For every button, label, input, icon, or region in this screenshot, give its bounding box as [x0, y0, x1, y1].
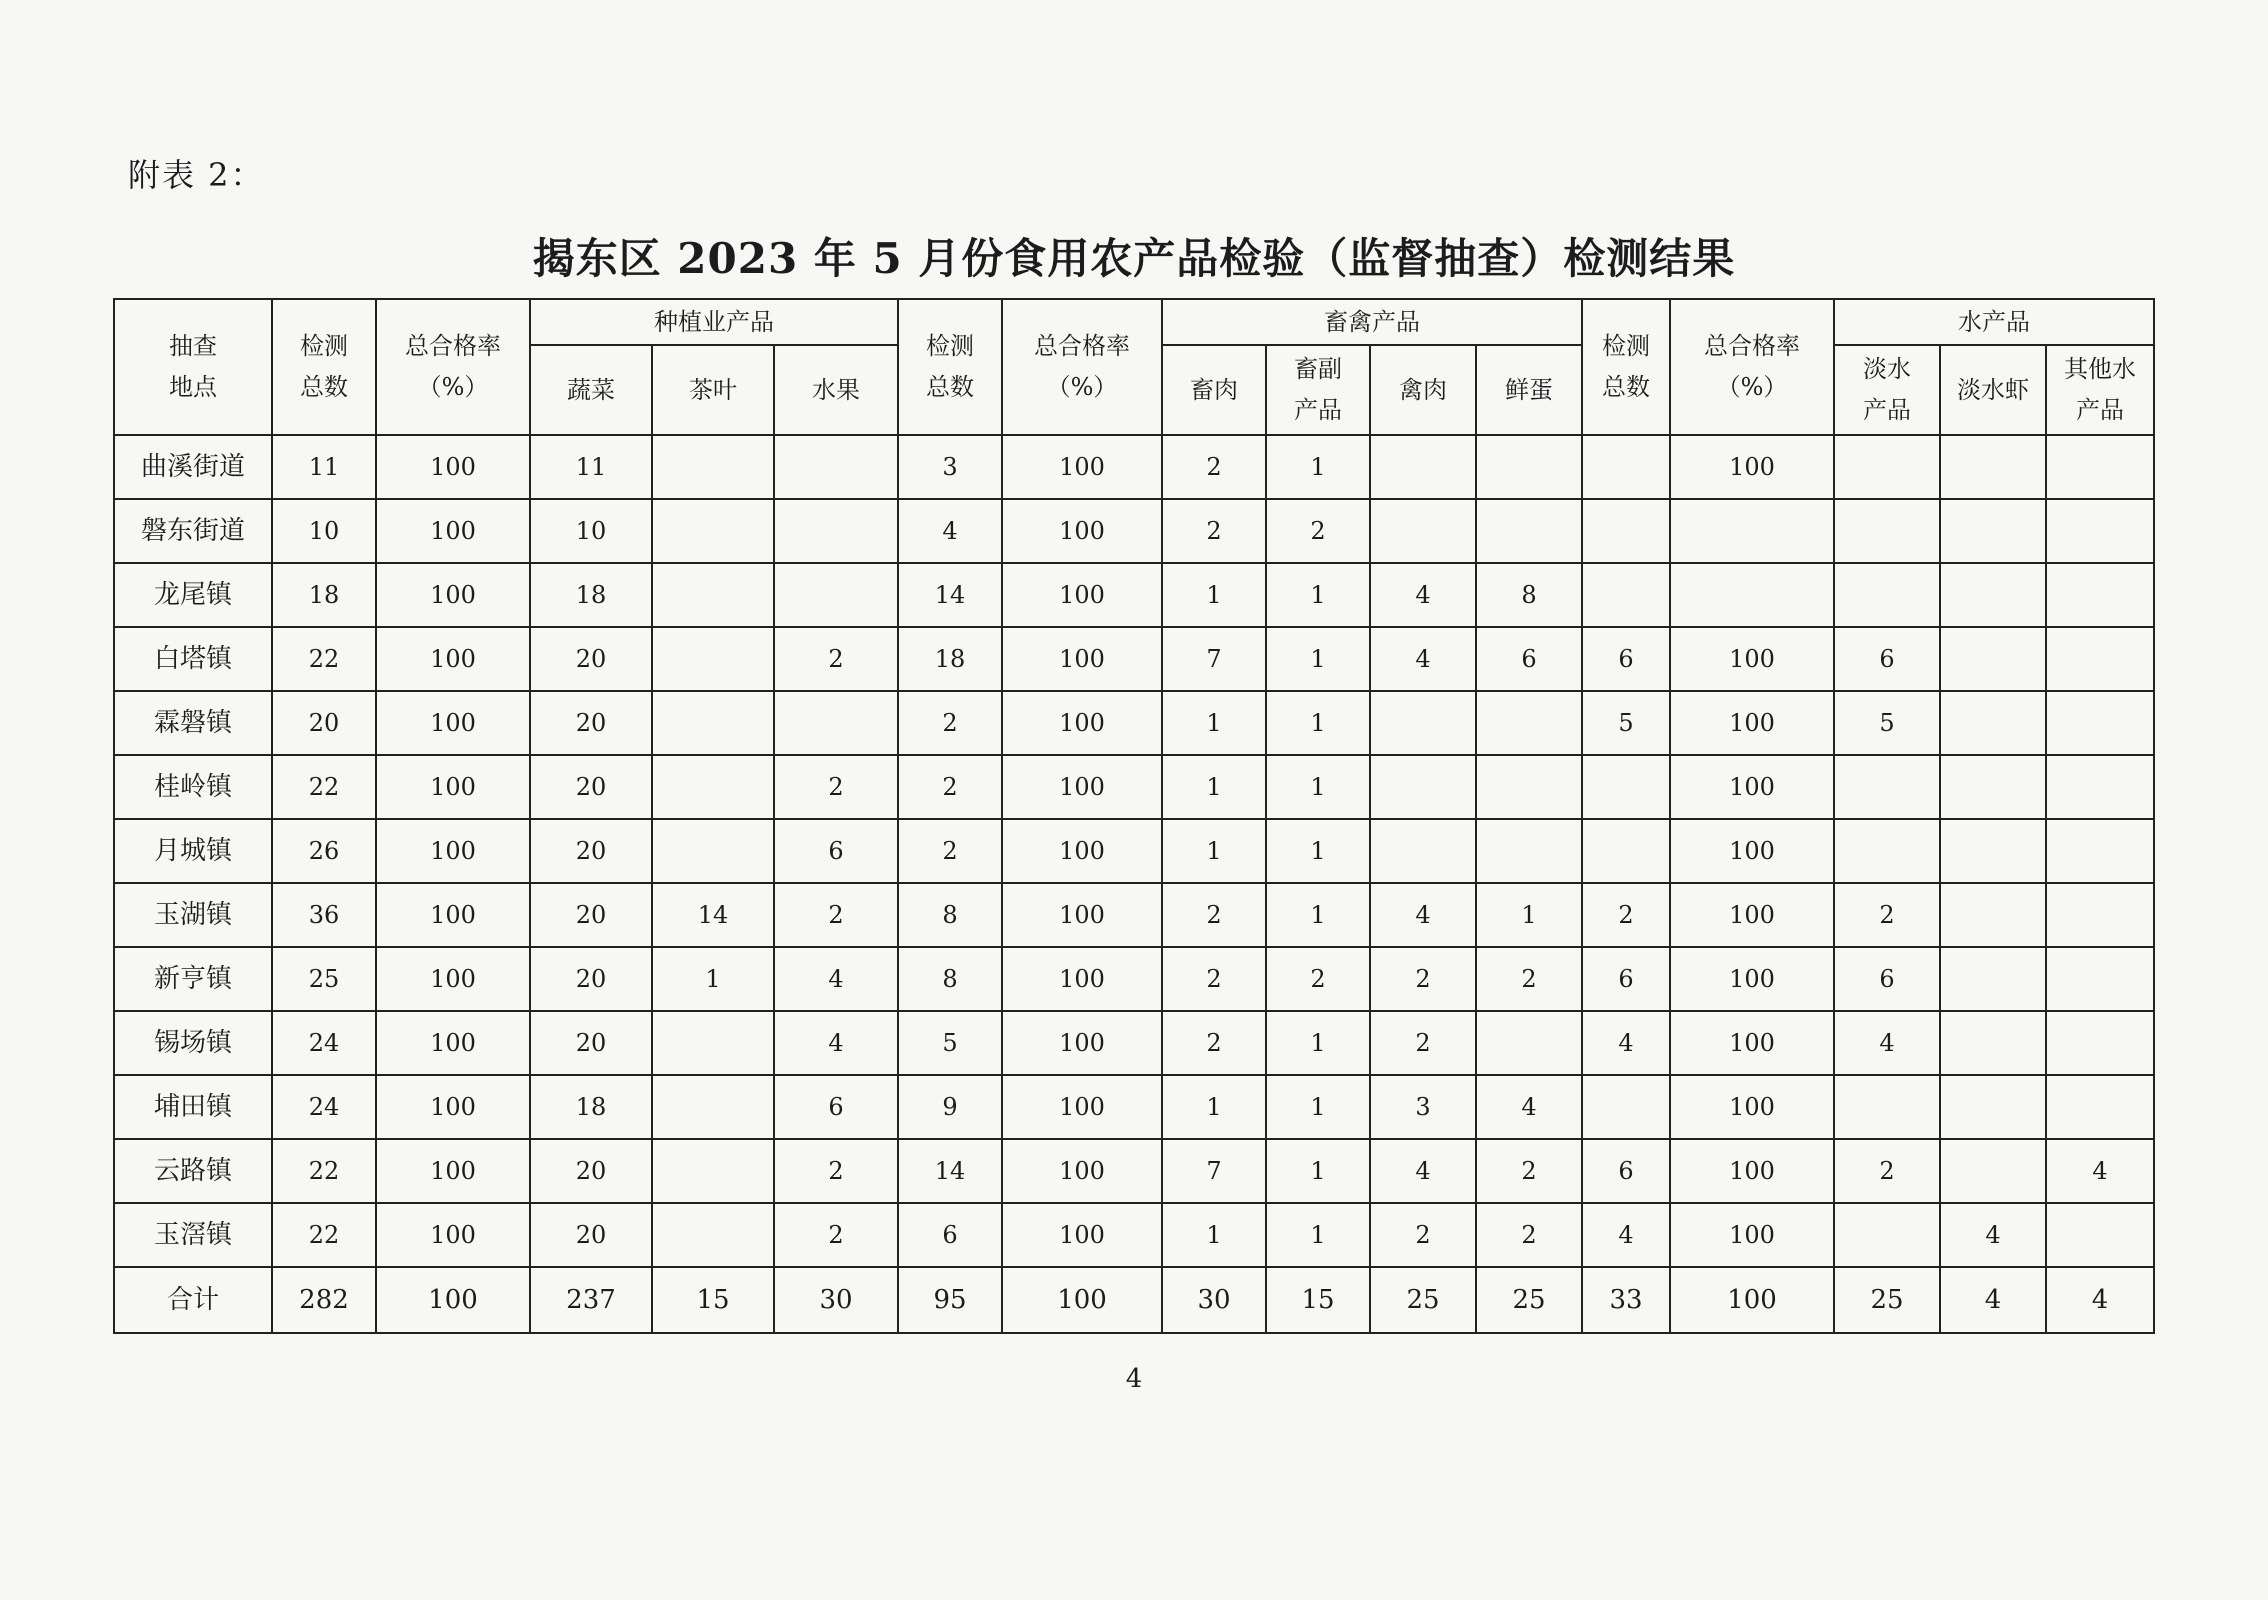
results-table	[113, 298, 2155, 1334]
table-cell: 10	[530, 499, 652, 563]
table-cell: 5	[1582, 691, 1670, 755]
page-title: 揭东区 2023 年 5 月份食用农产品检验（监督抽查）检测结果	[532, 234, 1736, 283]
table-cell: 1	[1266, 819, 1370, 883]
table-cell: 20	[530, 691, 652, 755]
table-cell: 100	[376, 627, 530, 691]
table-cell: 8	[1476, 563, 1582, 627]
table-cell: 1	[1266, 1075, 1370, 1139]
table-cell	[652, 563, 774, 627]
table-cell: 1	[1266, 563, 1370, 627]
table-cell: 4	[1582, 1011, 1670, 1075]
header-tea: 茶叶	[652, 345, 774, 435]
table-cell: 22	[272, 1139, 376, 1203]
table-cell: 100	[1002, 691, 1162, 755]
table-cell: 6	[1582, 1139, 1670, 1203]
table-cell: 100	[376, 691, 530, 755]
table-cell: 2	[1582, 883, 1670, 947]
table-cell	[1476, 1011, 1582, 1075]
table-cell: 100	[1670, 435, 1834, 499]
table-cell: 7	[1162, 627, 1266, 691]
table-cell	[652, 1139, 774, 1203]
table-cell: 6	[1834, 627, 1940, 691]
table-cell	[2046, 819, 2154, 883]
table-cell: 25	[1834, 1267, 1940, 1333]
table-cell	[1940, 755, 2046, 819]
table-cell: 20	[530, 1139, 652, 1203]
table-cell: 100	[1670, 1075, 1834, 1139]
table-cell: 11	[530, 435, 652, 499]
table-cell: 4	[1582, 1203, 1670, 1267]
table-cell: 100	[1002, 947, 1162, 1011]
table-cell	[2046, 563, 2154, 627]
table-row	[114, 563, 2154, 627]
table-row	[114, 1139, 2154, 1203]
table-cell: 1	[1266, 1139, 1370, 1203]
table-cell: 2	[1162, 883, 1266, 947]
header-total-pass-rate: 总合格率 （%）	[376, 299, 530, 435]
row-location-cell: 合计	[114, 1267, 272, 1333]
table-cell: 18	[530, 1075, 652, 1139]
table-cell: 100	[1670, 627, 1834, 691]
table-cell: 2	[898, 819, 1002, 883]
header-fresh-eggs: 鲜蛋	[1476, 345, 1582, 435]
table-cell: 100	[1002, 1139, 1162, 1203]
table-cell	[1370, 691, 1476, 755]
table-cell: 1	[1162, 819, 1266, 883]
table-cell: 100	[1002, 563, 1162, 627]
table-cell: 100	[376, 1011, 530, 1075]
table-cell: 2	[1476, 1139, 1582, 1203]
table-cell	[774, 499, 898, 563]
table-cell	[1670, 499, 1834, 563]
table-cell	[1670, 563, 1834, 627]
table-cell: 14	[652, 883, 774, 947]
table-cell: 100	[1670, 819, 1834, 883]
table-row	[114, 627, 2154, 691]
table-row	[114, 755, 2154, 819]
header-livestock-byproducts: 畜副 产品	[1266, 345, 1370, 435]
table-cell: 22	[272, 755, 376, 819]
table-cell: 20	[530, 755, 652, 819]
table-row	[114, 691, 2154, 755]
table-cell: 30	[1162, 1267, 1266, 1333]
table-cell: 5	[1834, 691, 1940, 755]
table-cell	[1370, 819, 1476, 883]
table-cell	[1834, 755, 1940, 819]
table-cell	[1834, 1075, 1940, 1139]
table-cell	[2046, 883, 2154, 947]
header-other-aquatic: 其他水 产品	[2046, 345, 2154, 435]
header-location: 抽查 地点	[114, 299, 272, 435]
header-vegetables: 蔬菜	[530, 345, 652, 435]
table-cell: 20	[272, 691, 376, 755]
header-fruit: 水果	[774, 345, 898, 435]
header-total-count: 检测 总数	[272, 299, 376, 435]
table-cell	[2046, 1203, 2154, 1267]
table-cell: 2	[1370, 1011, 1476, 1075]
table-cell: 30	[774, 1267, 898, 1333]
table-cell: 100	[1670, 1203, 1834, 1267]
table-cell	[2046, 947, 2154, 1011]
table-cell	[1940, 1139, 2046, 1203]
table-cell: 15	[1266, 1267, 1370, 1333]
table-row	[114, 1011, 2154, 1075]
table-cell	[774, 435, 898, 499]
row-location-cell: 龙尾镇	[114, 563, 272, 627]
table-cell	[1582, 819, 1670, 883]
table-cell	[2046, 435, 2154, 499]
table-cell: 4	[1940, 1203, 2046, 1267]
table-cell	[1940, 1011, 2046, 1075]
table-cell	[1582, 755, 1670, 819]
table-cell: 26	[272, 819, 376, 883]
table-cell	[2046, 499, 2154, 563]
table-cell: 20	[530, 883, 652, 947]
table-cell: 4	[1370, 627, 1476, 691]
table-cell	[1476, 691, 1582, 755]
table-cell	[2046, 1075, 2154, 1139]
table-cell: 4	[1370, 563, 1476, 627]
table-cell: 2	[1476, 947, 1582, 1011]
table-cell: 100	[376, 947, 530, 1011]
table-row	[114, 499, 2154, 563]
table-cell: 100	[376, 435, 530, 499]
table-cell	[1940, 563, 2046, 627]
table-cell: 3	[898, 435, 1002, 499]
table-cell: 8	[898, 947, 1002, 1011]
table-cell: 2	[774, 755, 898, 819]
row-location-cell: 玉滘镇	[114, 1203, 272, 1267]
table-cell: 100	[376, 563, 530, 627]
table-cell: 1	[1266, 1203, 1370, 1267]
table-cell	[1582, 1075, 1670, 1139]
table-cell: 3	[1370, 1075, 1476, 1139]
table-cell: 1	[652, 947, 774, 1011]
table-cell	[774, 563, 898, 627]
header-livestock-test-count: 检测 总数	[898, 299, 1002, 435]
table-cell: 1	[1266, 435, 1370, 499]
table-cell: 2	[1162, 947, 1266, 1011]
table-cell	[2046, 627, 2154, 691]
table-cell: 4	[1476, 1075, 1582, 1139]
table-cell: 100	[1670, 755, 1834, 819]
total-row	[114, 1267, 2154, 1333]
table-cell: 4	[2046, 1267, 2154, 1333]
table-cell: 36	[272, 883, 376, 947]
table-cell: 2	[1162, 435, 1266, 499]
row-location-cell: 月城镇	[114, 819, 272, 883]
table-cell: 2	[1476, 1203, 1582, 1267]
table-cell: 33	[1582, 1267, 1670, 1333]
table-cell	[1476, 435, 1582, 499]
table-row	[114, 819, 2154, 883]
table-cell: 2	[774, 883, 898, 947]
table-cell	[1582, 435, 1670, 499]
table-cell	[1476, 819, 1582, 883]
table-cell: 20	[530, 1011, 652, 1075]
table-cell: 100	[1002, 435, 1162, 499]
table-cell: 14	[898, 1139, 1002, 1203]
table-cell: 100	[1002, 883, 1162, 947]
table-cell: 1	[1162, 563, 1266, 627]
header-freshwater-shrimp: 淡水虾	[1940, 345, 2046, 435]
table-cell	[652, 499, 774, 563]
header-planting-group: 种植业产品	[530, 299, 898, 345]
table-cell: 1	[1162, 691, 1266, 755]
table-cell: 100	[376, 883, 530, 947]
table-cell: 2	[1834, 1139, 1940, 1203]
table-cell: 100	[1670, 1267, 1834, 1333]
appendix-label: 附表 2：	[128, 156, 265, 194]
table-cell: 15	[652, 1267, 774, 1333]
table-cell	[652, 1075, 774, 1139]
row-location-cell: 新亨镇	[114, 947, 272, 1011]
table-cell: 20	[530, 819, 652, 883]
table-cell: 100	[1670, 691, 1834, 755]
table-cell: 100	[1002, 1267, 1162, 1333]
table-cell: 1	[1266, 883, 1370, 947]
table-cell: 20	[530, 627, 652, 691]
table-cell: 4	[1834, 1011, 1940, 1075]
table-cell: 6	[774, 819, 898, 883]
table-cell: 7	[1162, 1139, 1266, 1203]
table-cell	[774, 691, 898, 755]
table-cell	[1370, 755, 1476, 819]
table-cell: 95	[898, 1267, 1002, 1333]
table-body	[114, 435, 2154, 1333]
table-cell: 2	[774, 627, 898, 691]
table-cell	[2046, 691, 2154, 755]
table-cell	[1834, 435, 1940, 499]
row-location-cell: 埔田镇	[114, 1075, 272, 1139]
table-cell: 100	[1002, 1011, 1162, 1075]
table-cell: 1	[1162, 755, 1266, 819]
table-cell: 100	[1002, 627, 1162, 691]
table-cell: 2	[1370, 1203, 1476, 1267]
table-row	[114, 435, 2154, 499]
table-cell: 4	[1370, 1139, 1476, 1203]
table-cell	[1476, 755, 1582, 819]
row-location-cell: 曲溪街道	[114, 435, 272, 499]
table-cell	[1370, 499, 1476, 563]
table-cell: 100	[1002, 1203, 1162, 1267]
header-aquatic-pass-rate: 总合格率 （%）	[1670, 299, 1834, 435]
table-cell: 100	[1670, 883, 1834, 947]
table-cell: 100	[1670, 1139, 1834, 1203]
table-cell	[2046, 755, 2154, 819]
table-cell: 100	[1002, 755, 1162, 819]
table-cell: 2	[898, 691, 1002, 755]
page-number: 4	[1125, 1364, 1143, 1394]
table-cell: 100	[1670, 1011, 1834, 1075]
table-cell: 100	[1670, 947, 1834, 1011]
row-location-cell: 玉湖镇	[114, 883, 272, 947]
table-cell	[1582, 499, 1670, 563]
table-cell: 6	[898, 1203, 1002, 1267]
table-cell: 100	[376, 1139, 530, 1203]
table-cell	[652, 755, 774, 819]
table-cell: 6	[1834, 947, 1940, 1011]
table-cell: 100	[376, 1267, 530, 1333]
header-aquatic-test-count: 检测 总数	[1582, 299, 1670, 435]
table-cell	[1834, 819, 1940, 883]
table-cell: 8	[898, 883, 1002, 947]
table-cell: 22	[272, 627, 376, 691]
table-cell: 1	[1476, 883, 1582, 947]
table-cell: 2	[1162, 1011, 1266, 1075]
table-cell	[1940, 819, 2046, 883]
table-cell: 4	[774, 947, 898, 1011]
table-cell	[1834, 563, 1940, 627]
header-freshwater-products: 淡水 产品	[1834, 345, 1940, 435]
table-cell: 25	[1370, 1267, 1476, 1333]
table-cell	[1940, 499, 2046, 563]
table-cell: 2	[1834, 883, 1940, 947]
table-cell: 1	[1266, 1011, 1370, 1075]
row-location-cell: 白塔镇	[114, 627, 272, 691]
table-cell	[652, 691, 774, 755]
table-cell	[1370, 435, 1476, 499]
row-location-cell: 霖磐镇	[114, 691, 272, 755]
table-cell: 6	[1582, 627, 1670, 691]
row-location-cell: 桂岭镇	[114, 755, 272, 819]
table-cell	[652, 1011, 774, 1075]
table-cell: 18	[530, 563, 652, 627]
table-cell	[652, 1203, 774, 1267]
table-cell	[1940, 1075, 2046, 1139]
table-cell: 2	[774, 1139, 898, 1203]
table-cell: 14	[898, 563, 1002, 627]
row-location-cell: 锡场镇	[114, 1011, 272, 1075]
table-cell: 100	[376, 1075, 530, 1139]
table-cell	[1582, 563, 1670, 627]
table-cell: 4	[774, 1011, 898, 1075]
table-cell: 2	[774, 1203, 898, 1267]
table-cell	[1834, 1203, 1940, 1267]
table-cell: 2	[898, 755, 1002, 819]
table-cell: 24	[272, 1075, 376, 1139]
table-cell: 9	[898, 1075, 1002, 1139]
table-cell	[1476, 499, 1582, 563]
table-cell	[1834, 499, 1940, 563]
table-cell	[1940, 627, 2046, 691]
table-cell: 25	[272, 947, 376, 1011]
table-cell: 18	[898, 627, 1002, 691]
table-cell: 282	[272, 1267, 376, 1333]
table-cell: 10	[272, 499, 376, 563]
table-cell	[1940, 947, 2046, 1011]
table-cell: 6	[1582, 947, 1670, 1011]
table-cell: 1	[1162, 1075, 1266, 1139]
table-cell: 1	[1266, 755, 1370, 819]
row-location-cell: 磐东街道	[114, 499, 272, 563]
table-cell: 100	[1002, 819, 1162, 883]
header-aquatic-group: 水产品	[1834, 299, 2154, 345]
table-cell: 2	[1266, 499, 1370, 563]
header-livestock-meat: 畜肉	[1162, 345, 1266, 435]
table-cell: 24	[272, 1011, 376, 1075]
table-row	[114, 1075, 2154, 1139]
table-cell	[1940, 435, 2046, 499]
table-cell	[2046, 1011, 2154, 1075]
table-cell: 100	[376, 499, 530, 563]
table-cell: 2	[1370, 947, 1476, 1011]
table-cell: 1	[1266, 627, 1370, 691]
table-cell: 100	[1002, 1075, 1162, 1139]
header-livestock-group: 畜禽产品	[1162, 299, 1582, 345]
table-cell: 100	[1002, 499, 1162, 563]
header-livestock-pass-rate: 总合格率 （%）	[1002, 299, 1162, 435]
table-cell: 20	[530, 1203, 652, 1267]
table-cell: 25	[1476, 1267, 1582, 1333]
table-cell	[1940, 883, 2046, 947]
table-cell: 4	[1940, 1267, 2046, 1333]
table-cell: 20	[530, 947, 652, 1011]
table-cell: 4	[1370, 883, 1476, 947]
header-poultry-meat: 禽肉	[1370, 345, 1476, 435]
table-row	[114, 1203, 2154, 1267]
table-cell: 100	[376, 1203, 530, 1267]
table-cell: 2	[1266, 947, 1370, 1011]
table-cell: 5	[898, 1011, 1002, 1075]
table-cell	[1940, 691, 2046, 755]
table-cell	[652, 819, 774, 883]
table-cell: 2	[1162, 499, 1266, 563]
table-cell: 6	[774, 1075, 898, 1139]
table-cell	[652, 435, 774, 499]
table-cell: 22	[272, 1203, 376, 1267]
table-cell: 100	[376, 819, 530, 883]
table-cell: 1	[1162, 1203, 1266, 1267]
row-location-cell: 云路镇	[114, 1139, 272, 1203]
table-cell: 4	[2046, 1139, 2154, 1203]
table-cell: 100	[376, 755, 530, 819]
table-cell: 237	[530, 1267, 652, 1333]
table-cell: 11	[272, 435, 376, 499]
table-cell: 6	[1476, 627, 1582, 691]
table-cell: 1	[1266, 691, 1370, 755]
table-cell: 18	[272, 563, 376, 627]
table-row	[114, 947, 2154, 1011]
table-row	[114, 883, 2154, 947]
table-cell	[652, 627, 774, 691]
table-cell: 4	[898, 499, 1002, 563]
